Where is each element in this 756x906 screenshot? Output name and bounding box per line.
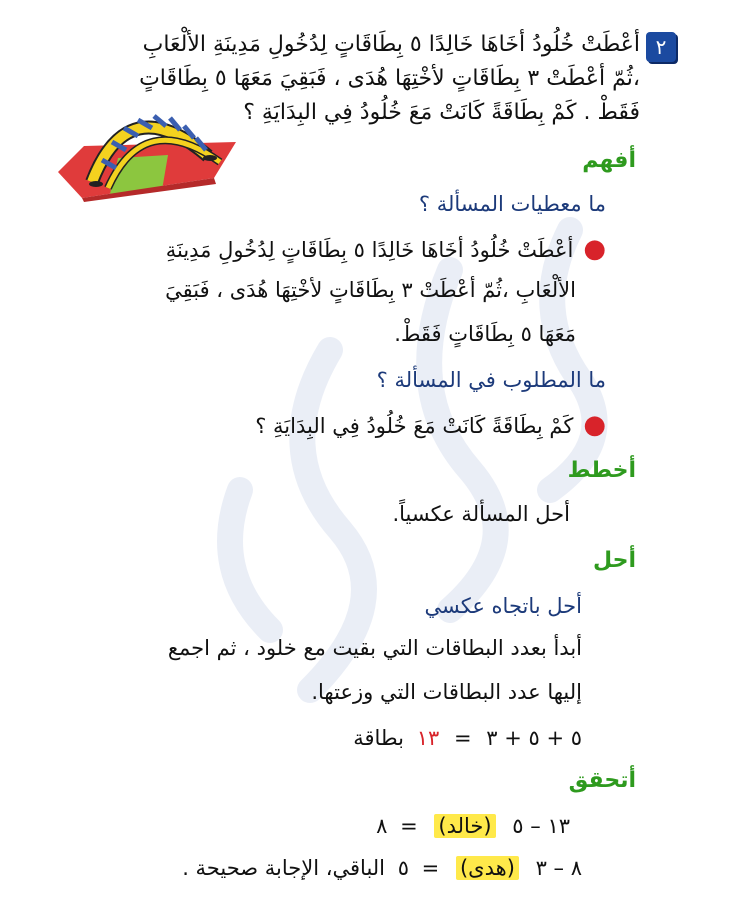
check-line-1	[376, 814, 570, 838]
check-1-label-khaled: (خالد)	[434, 814, 495, 838]
equation-result: ١٣	[416, 726, 440, 750]
givens-bullet-line-1	[166, 234, 606, 264]
bullet-dot: ●	[583, 234, 606, 264]
understand-heading: أفهم	[582, 148, 636, 173]
solve-line-2: إليها عدد البطاقات التي وزعتها.	[311, 680, 582, 704]
problem-line-3: فَقَطْ . كَمْ بِطَاقَةً كَانَتْ مَعَ خُلُودُ فِي البِدَايَةِ ؟	[243, 100, 640, 125]
check-line-2	[182, 856, 582, 880]
givens-line-2: الألْعَابِ ،ثُمّ أعْطَتْ ٣ بِطَاقَاتٍ لأخْتِهَا هُدَى ، فَبَقِيَ	[165, 278, 576, 302]
check-2-equals: =	[421, 856, 440, 880]
givens-text-1: أعْطَتْ خُلُودُ أخَاهَا خَالِدًا ٥ بِطَاقَاتٍ لِدُخُولِ مَدِينَةِ	[165, 238, 574, 262]
problem-line-1: أعْطَتْ خُلُودُ أخَاهَا خَالِدًا ٥ بِطَاقَاتٍ لِدُخُولِ مَدِينَةِ الألْعَابِ	[142, 32, 640, 57]
required-bullet	[255, 410, 606, 440]
solve-line-1: أبدأ بعدد البطاقات التي بقيت مع خلود ، ثم اجمع	[167, 636, 582, 660]
check-heading: أتحقق	[568, 768, 636, 793]
plan-text: أحل المسألة عكسياً.	[392, 502, 570, 526]
check-2-label-huda: (هدى)	[456, 856, 519, 880]
required-question: ما المطلوب في المسألة ؟	[376, 368, 606, 392]
problem-line-2: ،ثُمّ أعْطَتْ ٣ بِطَاقَاتٍ لأخْتِهَا هُدَى ، فَبَقِيَ مَعَهَا ٥ بِطَاقَاتٍ	[139, 66, 640, 91]
check-1-result: ٨	[376, 814, 388, 838]
check-1-equals: =	[400, 814, 418, 838]
check-2-result: ٥	[397, 856, 409, 880]
check-1-expr: ١٣ – ٥	[512, 814, 570, 838]
plan-heading: أخطط	[567, 458, 636, 483]
givens-line-3: مَعَهَا ٥ بِطَاقَاتٍ فَقَطْ.	[394, 322, 576, 346]
solve-subheading: أحل باتجاه عكسي	[424, 594, 582, 618]
required-text: كَمْ بِطَاقَةً كَانَتْ مَعَ خُلُودُ فِي البِدَايَةِ ؟	[255, 414, 574, 438]
check-2-tail: الباقي، الإجابة صحيحة .	[182, 856, 386, 880]
solve-heading: أحل	[592, 548, 636, 573]
equation-equals: =	[453, 726, 472, 750]
solve-equation	[353, 726, 582, 750]
givens-question: ما معطيات المسألة ؟	[418, 192, 606, 216]
equation-unit: بطاقة	[353, 726, 405, 750]
bullet-dot: ●	[583, 410, 606, 440]
check-2-expr: ٨ – ٣	[535, 856, 582, 880]
equation-lhs: ٥ + ٥ + ٣	[486, 726, 582, 750]
playground-arch-illustration	[58, 98, 236, 202]
problem-number-badge: ٢	[646, 32, 676, 62]
